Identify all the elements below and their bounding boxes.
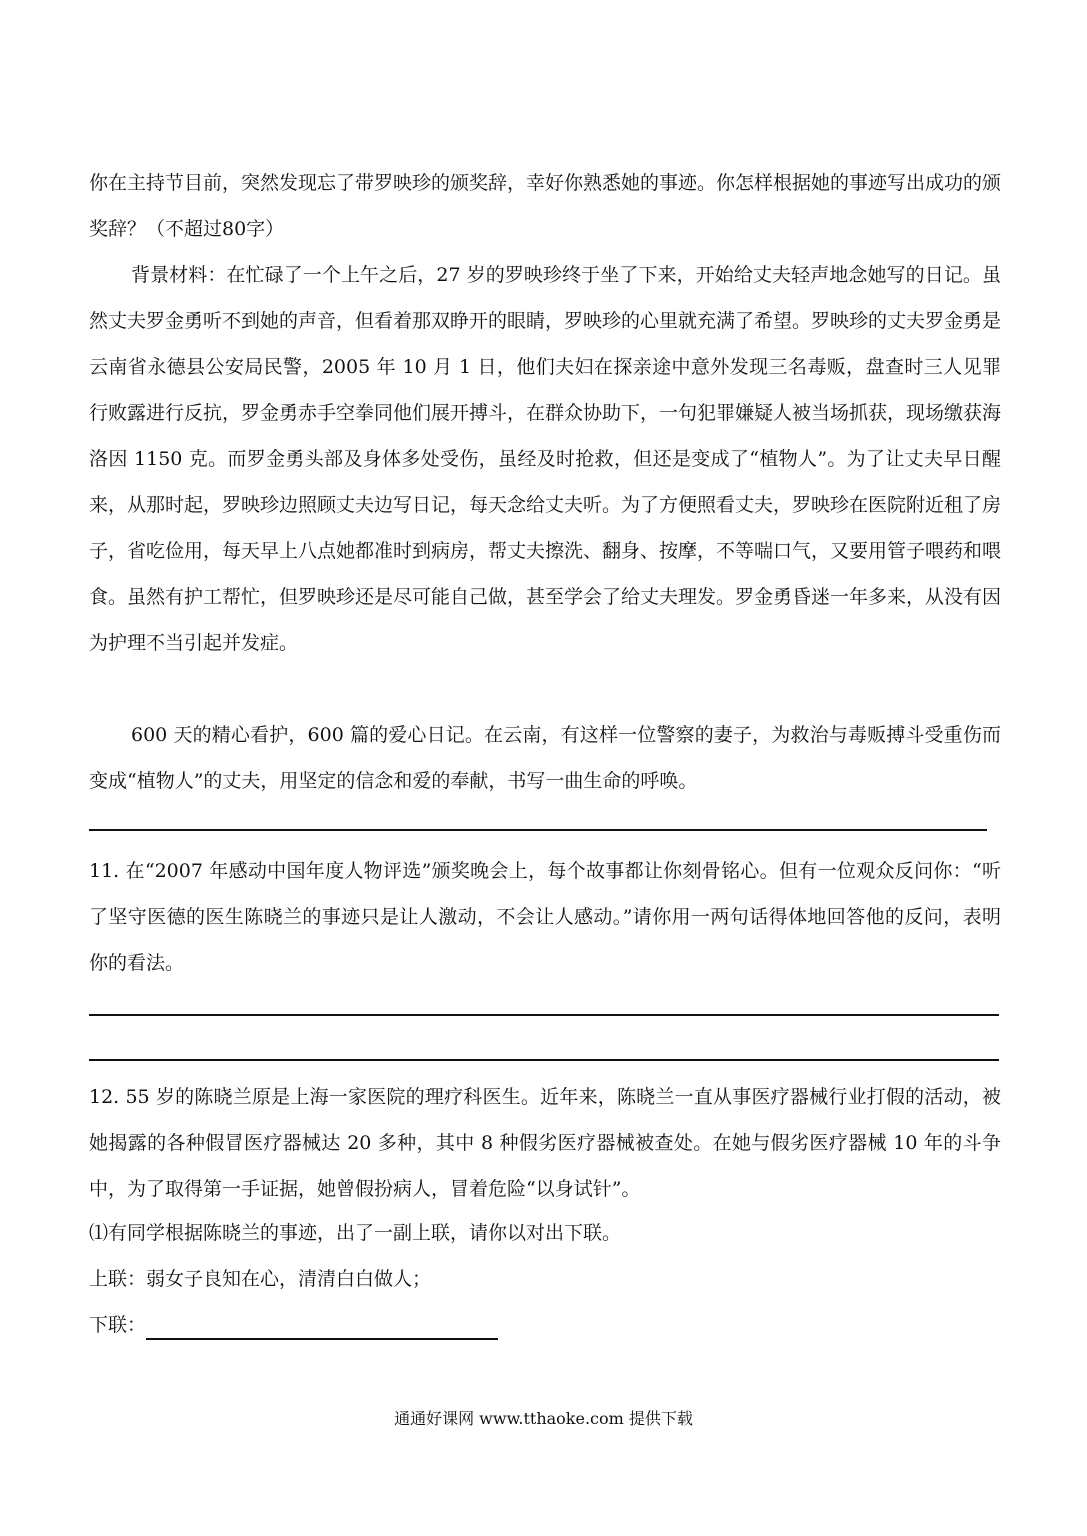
background-paragraph-1: 背景材料：在忙碌了一个上午之后，27 岁的罗映珍终于坐了下来，开始给丈夫轻声地念她写的日记。虽然丈夫罗金勇听不到她的声音，但看着那双睁开的眼睛，罗映珍的心里就充满了希望。罗映珍的丈夫罗金勇是云南省永德县公安局民警，2005 年 10 月 1 日，他们夫妇在探亲途中意外发现三名毒贩，盘查时三人见罪行败露进行反抗，罗金勇赤手空拳同他们展开搏斗，在群众协助下，一句犯罪嫌疑人被当场抓获，现场缴获海洛因 1150 克。而罗金勇头部及身体多处受伤，虽经及时抢救，但还是变成了“植物人”。为了让丈夫早日醒来，从那时起，罗映珍边照顾丈夫边写日记，每天念给丈夫听。为了方便照看丈夫，罗映珍在医院附近租了房子，省吃俭用，每天早上八点她都准时到病房，帮丈夫擦洗、翻身、按摩，不等喘口气，又要用管子喂药和喂食。虽然有护工帮忙，但罗映珍还是尽可能自己做，甚至学会了给丈夫理发。罗金勇昏迷一年多来，从没有因为护理不当引起并发症。 xyxy=(89,264,1002,654)
background-paragraph-2: 600 天的精心看护，600 篇的爱心日记。在云南，有这样一位警察的妻子，为救治与毒贩搏斗受重伤而变成“植物人”的丈夫，用坚定的信念和爱的奉献，书写一曲生命的呼唤。 xyxy=(89,724,1001,792)
question-11: 11. 在“2007 年感动中国年度人物评选”颁奖晚会上，每个故事都让你刻骨铭心。但有一位观众反问你：“听了坚守医德的医生陈晓兰的事迹只是让人激动，不会让人感动。”请你用一两句话得体地回答他的反问，表明你的看法。 xyxy=(89,860,1001,974)
page-footer: 通通好课网 www.tthaoke.com 提供下载 xyxy=(394,1409,693,1428)
answer-line-q11-1 xyxy=(89,1014,999,1016)
upper-couplet: 上联：弱女子良知在心，清清白白做人； xyxy=(89,1268,432,1290)
lower-couplet-row xyxy=(89,1310,498,1340)
question-12-sub-1: ⑴有同学根据陈晓兰的事迹，出了一副上联，请你以对出下联。 xyxy=(89,1222,622,1244)
answer-line-q11-2 xyxy=(89,1059,999,1061)
intro-question: 你在主持节目前，突然发现忘了带罗映珍的颁奖辞，幸好你熟悉她的事迹。你怎样根据她的事迹写出成功的颁奖辞？（不超过80字） xyxy=(89,172,1002,240)
lower-couplet-blank xyxy=(146,1316,498,1340)
question-12: 12. 55 岁的陈晓兰原是上海一家医院的理疗科医生。近年来，陈晓兰一直从事医疗器械行业打假的活动，被她揭露的各种假冒医疗器械达 20 多种，其中 8 种假劣医疗器械被查处。在她与假劣医疗器械 10 年的斗争中，为了取得第一手证据，她曾假扮病人，冒着危险“以身试针”。 xyxy=(89,1086,1001,1200)
answer-line-intro xyxy=(89,829,987,831)
lower-couplet-label: 下联： xyxy=(89,1314,147,1336)
